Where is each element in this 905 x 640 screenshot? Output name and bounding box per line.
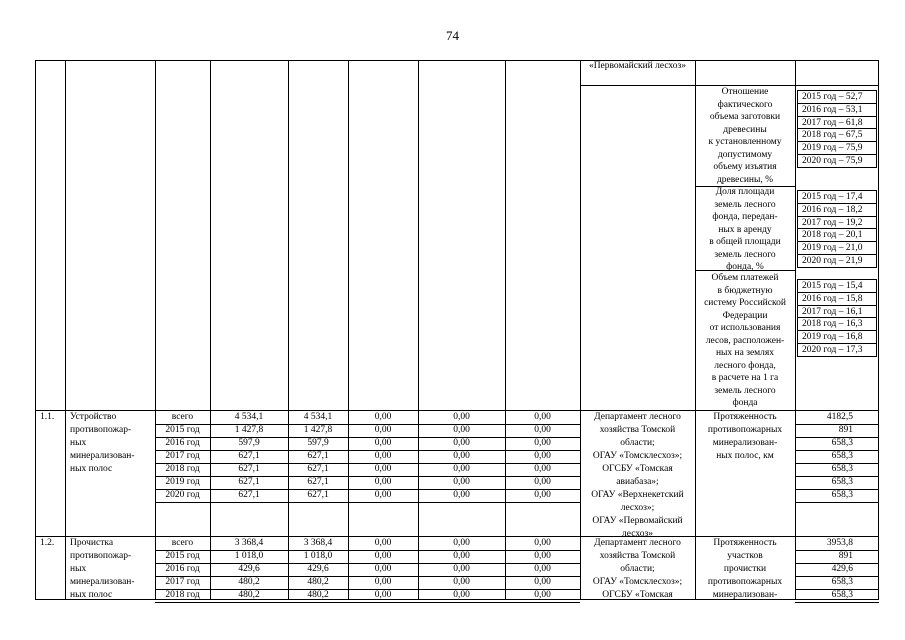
indicator-value-cell: 658,3 bbox=[831, 477, 853, 487]
row-name-line: минерализован- bbox=[70, 577, 135, 587]
period-cell: всего bbox=[171, 538, 194, 548]
amount-cell: 0,00 bbox=[453, 564, 470, 574]
col-line bbox=[155, 60, 156, 600]
executor-line: ОГСБУ «Томская bbox=[602, 464, 673, 474]
amount-cell: 0,00 bbox=[534, 425, 551, 435]
amount-cell: 0,00 bbox=[534, 564, 551, 574]
grid-line bbox=[348, 502, 418, 503]
row-name-line: Устройство bbox=[70, 412, 117, 422]
grid-line bbox=[288, 502, 348, 503]
amount-cell: 0,00 bbox=[374, 477, 392, 487]
amount-cell: 0,00 bbox=[534, 438, 551, 448]
amount-total-cell: 1 018,0 bbox=[234, 551, 264, 561]
amount-total-cell: 627,1 bbox=[238, 477, 260, 487]
indicator-label-line: в общей площади bbox=[709, 237, 781, 247]
indicator-label-line: фактического bbox=[717, 99, 773, 110]
amount-cell: 480,2 bbox=[307, 590, 329, 600]
indicator-value-cell: 891 bbox=[838, 551, 853, 561]
indicator-label-line: к установленному bbox=[708, 137, 782, 147]
amount-total-cell: 480,2 bbox=[238, 577, 260, 587]
amount-total-cell: 597,9 bbox=[238, 438, 260, 448]
indicator-year-value: 2019 год – 21,0 bbox=[798, 242, 876, 255]
indicator-name-line: Протяженность bbox=[713, 538, 777, 548]
amount-cell: 0,00 bbox=[453, 464, 470, 474]
indicator-label-line: фонда bbox=[732, 398, 758, 408]
indicator-year-value: 2020 год – 21,9 bbox=[802, 255, 863, 266]
indicator-label-line: земель лесного bbox=[714, 199, 776, 210]
indicator-label-line: Отношение bbox=[721, 87, 769, 97]
indicator-label-line: лесов, расположен- bbox=[705, 335, 785, 346]
amount-total-cell: 429,6 bbox=[238, 564, 260, 574]
amount-cell: 627,1 bbox=[307, 490, 329, 500]
col-line bbox=[795, 60, 796, 600]
indicator-label-line: лесного фонда, bbox=[714, 360, 776, 371]
indicator-label-line: систему Российской bbox=[704, 298, 786, 308]
indicator-label-line: Объем платежей bbox=[711, 273, 779, 283]
grid-line bbox=[348, 602, 418, 603]
indicator-label-line: Федерации bbox=[722, 310, 768, 321]
period-cell: 2017 год bbox=[165, 577, 200, 587]
amount-cell: 0,00 bbox=[374, 577, 392, 587]
period-cell: 2016 год bbox=[165, 564, 200, 574]
amount-cell: 429,6 bbox=[307, 564, 329, 574]
executor-line: ОГАУ «Томсклесхоз»; bbox=[592, 451, 683, 461]
row-name-line: ных bbox=[70, 564, 87, 574]
col-line bbox=[505, 60, 506, 600]
amount-cell: 0,00 bbox=[534, 464, 551, 474]
amount-total-cell: 480,2 bbox=[238, 590, 260, 600]
executor-line: ОГАУ «Томсклесхоз»; bbox=[592, 577, 683, 587]
amount-total-cell: 3 368,4 bbox=[234, 538, 264, 548]
period-cell: 2018 год bbox=[165, 464, 200, 474]
indicator-year-value: 2019 год – 75,9 bbox=[798, 142, 876, 155]
amount-cell: 0,00 bbox=[534, 590, 551, 600]
indicator-name-line: противопожарных bbox=[707, 577, 783, 587]
indicator-label-line: ных в аренду bbox=[718, 224, 772, 235]
executor-line: хозяйства Томской bbox=[599, 551, 676, 561]
indicator-year-value: 2019 год – 16,8 bbox=[798, 331, 876, 344]
amount-cell: 4 534,1 bbox=[303, 412, 333, 422]
amount-cell: 0,00 bbox=[534, 477, 551, 487]
amount-total-cell: 1 427,8 bbox=[234, 425, 264, 435]
row-name-line: противопожар- bbox=[70, 551, 132, 561]
indicator-year-value: 2015 год – 15,4 bbox=[798, 280, 876, 293]
grid-line bbox=[505, 602, 580, 603]
executor-line: Департамент лесного bbox=[594, 412, 681, 422]
amount-cell: 0,00 bbox=[374, 590, 392, 600]
grid-line bbox=[288, 602, 348, 603]
indicator-year-value: 2018 год – 16,3 bbox=[798, 318, 876, 331]
amount-cell: 0,00 bbox=[374, 464, 392, 474]
indicator-year-value: 2018 год – 67,5 bbox=[798, 129, 876, 142]
amount-cell: 0,00 bbox=[374, 451, 392, 461]
indicator-year-value: 2020 год – 17,3 bbox=[802, 344, 863, 355]
indicator-values-box bbox=[797, 190, 877, 268]
indicator-year-value: 2016 год – 53,1 bbox=[798, 104, 876, 117]
amount-cell: 0,00 bbox=[534, 490, 551, 500]
indicator-value-cell: 658,3 bbox=[831, 451, 853, 461]
amount-cell: 480,2 bbox=[307, 577, 329, 587]
indicator-label-line: древесины bbox=[723, 124, 767, 135]
executor-line: области; bbox=[620, 564, 655, 574]
row-name-line: ных bbox=[70, 438, 87, 448]
executor-line: ОГАУ «Первомайский bbox=[592, 516, 683, 526]
row-number: 1.1. bbox=[40, 412, 55, 422]
amount-cell: 597,9 bbox=[307, 438, 329, 448]
amount-cell: 0,00 bbox=[374, 412, 392, 422]
col-line bbox=[210, 60, 211, 600]
indicator-label-line: земель лесного bbox=[714, 385, 776, 396]
amount-cell: 0,00 bbox=[453, 412, 470, 422]
indicator-name-line: ных полос, км bbox=[716, 451, 774, 461]
period-cell: 2017 год bbox=[165, 451, 200, 461]
indicator-year-value: 2015 год – 17,4 bbox=[798, 191, 876, 204]
amount-cell: 0,00 bbox=[534, 577, 551, 587]
executor-line: лесхоз»; bbox=[620, 503, 655, 513]
executor-line: лесхоз» bbox=[622, 529, 653, 539]
amount-cell: 0,00 bbox=[453, 551, 470, 561]
amount-cell: 0,00 bbox=[453, 425, 470, 435]
indicator-year-value: 2015 год – 52,7 bbox=[798, 91, 876, 104]
indicator-value-cell: 3953,8 bbox=[826, 538, 853, 548]
executor-line: области; bbox=[620, 438, 655, 448]
amount-cell: 0,00 bbox=[453, 538, 470, 548]
amount-total-cell: 627,1 bbox=[238, 464, 260, 474]
indicator-value-cell: 658,3 bbox=[831, 590, 853, 600]
period-cell: 2020 год bbox=[165, 490, 200, 500]
row-name-line: ных полос bbox=[70, 464, 113, 474]
indicator-name-line: противопожарных bbox=[707, 425, 783, 435]
amount-cell: 0,00 bbox=[374, 551, 392, 561]
indicator-year-value: 2018 год – 20,1 bbox=[798, 229, 876, 242]
amount-cell: 0,00 bbox=[534, 538, 551, 548]
amount-cell: 0,00 bbox=[453, 451, 470, 461]
amount-cell: 627,1 bbox=[307, 477, 329, 487]
col-line bbox=[418, 60, 419, 600]
indicator-label-line: Доля площади bbox=[715, 187, 775, 197]
period-cell: 2015 год bbox=[165, 551, 200, 561]
indicator-value-cell: 658,3 bbox=[831, 438, 853, 448]
amount-cell: 0,00 bbox=[374, 438, 392, 448]
amount-cell: 0,00 bbox=[453, 477, 470, 487]
amount-cell: 0,00 bbox=[453, 590, 470, 600]
indicator-name-line: прочистки bbox=[723, 564, 767, 574]
grid-line bbox=[795, 502, 879, 503]
indicator-value-cell: 4182,5 bbox=[826, 412, 853, 422]
executor-line: ОГСБУ «Томская bbox=[602, 590, 673, 600]
amount-cell: 627,1 bbox=[307, 451, 329, 461]
amount-total-cell: 4 534,1 bbox=[234, 412, 264, 422]
indicator-label-line: фонда, передан- bbox=[712, 212, 778, 222]
row-number: 1.2. bbox=[40, 538, 55, 548]
indicator-name-line: Протяженность bbox=[713, 412, 777, 422]
indicator-label-line: объему изъятия bbox=[713, 162, 777, 172]
period-cell: 2018 год bbox=[165, 590, 200, 600]
indicator-value-cell: 658,3 bbox=[831, 490, 853, 500]
amount-cell: 1 018,0 bbox=[303, 551, 333, 561]
grid-line bbox=[210, 602, 288, 603]
executor-line: хозяйства Томской bbox=[599, 425, 676, 435]
indicator-name-line: минерализован- bbox=[712, 438, 778, 448]
amount-cell: 1 427,8 bbox=[303, 425, 333, 435]
grid-line bbox=[418, 502, 505, 503]
amount-cell: 0,00 bbox=[534, 451, 551, 461]
amount-cell: 0,00 bbox=[453, 490, 470, 500]
grid-line bbox=[418, 602, 505, 603]
col-line bbox=[65, 60, 66, 600]
indicator-values-box bbox=[797, 279, 877, 357]
indicator-label-line: фонда, % bbox=[726, 262, 764, 272]
amount-cell: 3 368,4 bbox=[303, 538, 333, 548]
row-name-line: противопожар- bbox=[70, 425, 132, 435]
grid-line bbox=[155, 502, 210, 503]
indicator-name-line: минерализован- bbox=[712, 590, 778, 600]
indicator-label-line: в бюджетную bbox=[717, 285, 773, 296]
col-line bbox=[348, 60, 349, 600]
indicator-name-line: участков bbox=[727, 551, 763, 561]
amount-total-cell: 627,1 bbox=[238, 490, 260, 500]
indicator-year-value: 2020 год – 75,9 bbox=[802, 155, 863, 166]
indicator-value-cell: 658,3 bbox=[831, 577, 853, 587]
grid-line bbox=[795, 602, 879, 603]
indicator-year-value: 2016 год – 18,2 bbox=[798, 204, 876, 217]
indicator-label-line: объема заготовки bbox=[709, 112, 781, 122]
amount-cell: 0,00 bbox=[374, 538, 392, 548]
row-name-line: минерализован- bbox=[70, 451, 135, 461]
amount-cell: 0,00 bbox=[374, 564, 392, 574]
period-cell: 2019 год bbox=[165, 477, 200, 487]
amount-total-cell: 627,1 bbox=[238, 451, 260, 461]
executor-line: Департамент лесного bbox=[594, 538, 681, 548]
amount-cell: 0,00 bbox=[453, 577, 470, 587]
indicator-year-value: 2017 год – 16,1 bbox=[798, 306, 876, 319]
row-name-line: Прочистка bbox=[70, 538, 114, 548]
indicator-label-line: земель лесного bbox=[714, 249, 776, 260]
executor-line: авиабаза»; bbox=[616, 477, 659, 487]
indicator-values-box bbox=[797, 90, 877, 168]
indicator-year-value: 2017 год – 19,2 bbox=[798, 217, 876, 230]
executor-fragment: «Первомайский лесхоз» bbox=[588, 61, 687, 71]
amount-cell: 0,00 bbox=[374, 425, 392, 435]
indicator-label-line: в расчете на 1 га bbox=[711, 373, 779, 383]
indicator-label-line: допустимому bbox=[717, 149, 773, 160]
indicator-label-line: древесины, % bbox=[716, 174, 774, 185]
indicator-year-value: 2016 год – 15,8 bbox=[798, 293, 876, 306]
indicator-value-cell: 658,3 bbox=[831, 464, 853, 474]
executor-line: ОГАУ «Верхнекетский bbox=[591, 490, 684, 500]
period-cell: 2015 год bbox=[165, 425, 200, 435]
grid-line bbox=[505, 502, 580, 503]
row-name-line: ных полос bbox=[70, 590, 113, 600]
period-cell: всего bbox=[171, 412, 194, 422]
col-line bbox=[288, 60, 289, 600]
indicator-label-line: ных на землях bbox=[715, 348, 775, 358]
indicator-value-cell: 429,6 bbox=[831, 564, 853, 574]
amount-cell: 0,00 bbox=[453, 438, 470, 448]
grid-line bbox=[210, 502, 288, 503]
page-number: 74 bbox=[446, 28, 459, 43]
amount-cell: 0,00 bbox=[534, 412, 551, 422]
grid-line bbox=[155, 602, 210, 603]
period-cell: 2016 год bbox=[165, 438, 200, 448]
indicator-year-value: 2017 год – 61,8 bbox=[798, 117, 876, 130]
amount-cell: 0,00 bbox=[534, 551, 551, 561]
indicator-value-cell: 891 bbox=[838, 425, 853, 435]
amount-cell: 0,00 bbox=[374, 490, 392, 500]
indicator-label-line: от использования bbox=[709, 323, 781, 333]
amount-cell: 627,1 bbox=[307, 464, 329, 474]
